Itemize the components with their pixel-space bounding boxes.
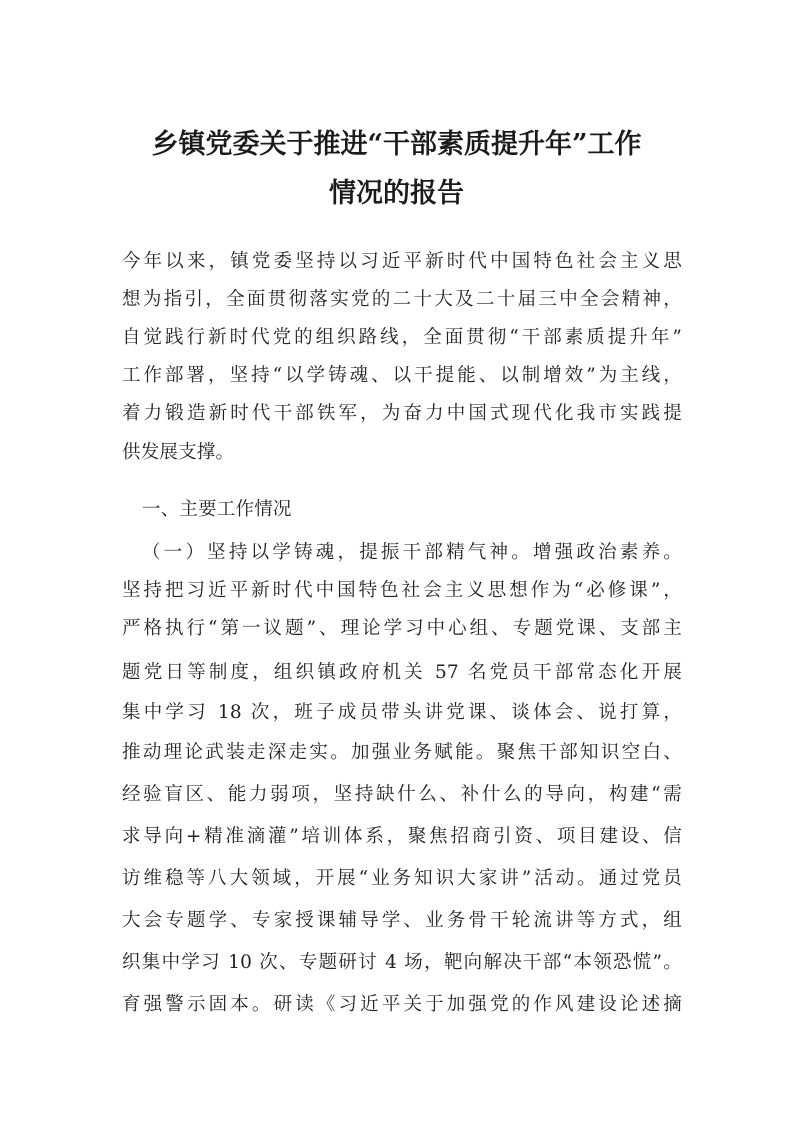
body-text-line: 织集中学习 10 次、专题研讨 4 场，靶向解决干部“本领恐慌”。 bbox=[122, 952, 682, 973]
body-text-line: 着力锻造新时代干部铁军，为奋力中国式现代化我市实践提 bbox=[122, 403, 682, 424]
body-text-line: 今年以来，镇党委坚持以习近平新时代中国特色社会主义思 bbox=[122, 251, 682, 272]
body-text-line: 大会专题学、专家授课辅导学、业务骨干轮流讲等方式，组 bbox=[122, 910, 682, 931]
document-title-line-1: 乡镇党委关于推进“干部素质提升年”工作 bbox=[151, 129, 642, 160]
body-text-line: 自觉践行新时代党的组织路线，全面贯彻“干部素质提升年” bbox=[122, 327, 682, 348]
body-text-line: 访维稳等八大领域，开展“业务知识大家讲”活动。通过党员 bbox=[122, 868, 682, 889]
body-text-line: 集中学习 18 次，班子成员带头讲党课、谈体会、说打算， bbox=[122, 702, 682, 723]
document-title-line-2: 情况的报告 bbox=[329, 178, 464, 209]
body-text-line: 求导向+精准滴灌”培训体系，聚焦招商引资、项目建设、信 bbox=[122, 826, 682, 847]
body-text-line: 供发展支撑。 bbox=[122, 442, 235, 463]
body-text-line: 题党日等制度，组织镇政府机关 57 名党员干部常态化开展 bbox=[122, 662, 682, 683]
subsection-heading-line: （一）坚持以学铸魂，提振干部精气神。增强政治素养。 bbox=[142, 542, 682, 563]
body-text-line: 严格执行“第一议题”、理论学习中心组、专题党课、支部主 bbox=[122, 618, 682, 639]
body-text-line: 工作部署，坚持“以学铸魂、以干提能、以制增效”为主线， bbox=[122, 365, 682, 386]
body-text-line: 想为指引，全面贯彻落实党的二十大及二十届三中全会精神， bbox=[122, 289, 682, 310]
section-heading: 一、主要工作情况 bbox=[142, 499, 292, 520]
body-text-line: 育强警示固本。研读《习近平关于加强党的作风建设论述摘 bbox=[122, 994, 682, 1015]
body-text-line: 坚持把习近平新时代中国特色社会主义思想作为“必修课”， bbox=[122, 580, 682, 601]
body-text-line: 推动理论武装走深走实。加强业务赋能。聚焦干部知识空白、 bbox=[122, 742, 682, 763]
body-text-line: 经验盲区、能力弱项，坚持缺什么、补什么的导向，构建“需 bbox=[122, 784, 682, 805]
